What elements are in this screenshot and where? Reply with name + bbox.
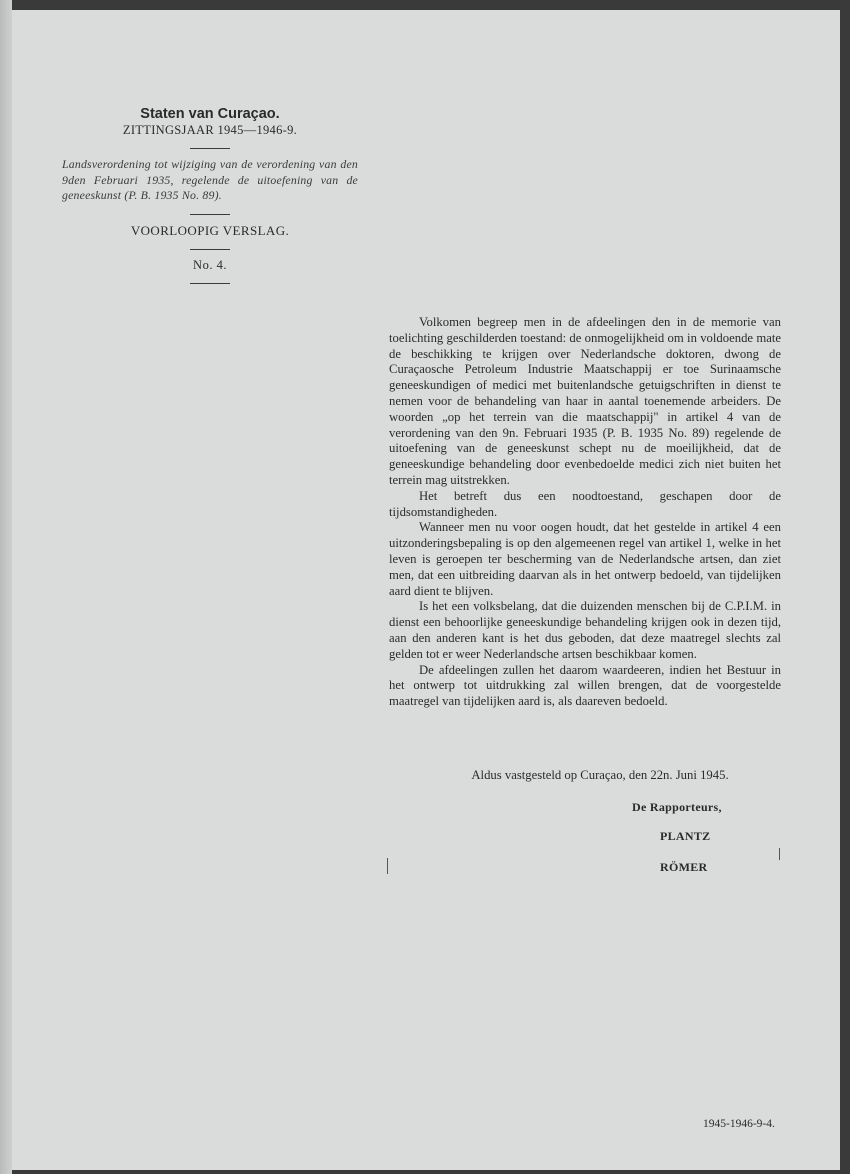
document-reference: 1945-1946-9-4. xyxy=(703,1118,775,1130)
paragraph: Volkomen begreep men in de afdeelingen den in de memorie van toelichting geschilderden toestand: de onmogelijkheid om in voldoende mate de beschikking te krijgen over Nederlandsche doktoren, dwong de Curaçaosche Petroleum Industrie Maatschappij er toe Surinaamsche geneeskundigen of medici met buitenlandsche getuigschriften in dienst te nemen voor de behandeling van haar in aantal toenemende arbeiders. De woorden „op het terrein van die maatschappij" in artikel 4 van de verordening van den 9n. Februari 1935 (P. B. 1935 No. 89) regelende de uitoefening van de geneeskunst schept nu de moeilijkheid, dat de geneeskundige behandeling door evenbedoelde medici zich niet buiten het terrein mag uitstrekken. xyxy=(389,315,781,487)
margin-mark xyxy=(779,848,780,860)
divider xyxy=(190,148,230,149)
report-body xyxy=(389,315,781,710)
signatory-romer: RÖMER xyxy=(660,860,708,874)
page-title: Staten van Curaçao. xyxy=(140,106,280,122)
document-header xyxy=(60,103,360,292)
paragraph: Wanneer men nu voor oogen houdt, dat het gestelde in artikel 4 een uitzonderingsbepaling is op den algemeenen regel van artikel 1, welke in het leven is geroepen ter bescherming van de Nederlandsche artsen, dan ziet men, dat een uitbreiding daarvan als in het ontwerp bedoeld, van tijdelijken aard dient te blijven. xyxy=(389,520,781,598)
signatory-plantz: PLANTZ xyxy=(660,829,711,843)
divider xyxy=(190,249,230,250)
date-line: Aldus vastgesteld op Curaçao, den 22n. Juni 1945. xyxy=(471,768,729,782)
scan-left-edge xyxy=(0,0,12,1174)
bill-subject: Landsverordening tot wijziging van de verordening van den 9den Februari 1935, regelende de uitoefening van de geneeskunst (P. B. 1935 No. 89). xyxy=(62,157,358,202)
paragraph: Is het een volksbelang, dat die duizenden menschen bij de C.P.I.M. in dienst een behoorlijke geneeskundige behandeling krijgen ook in dezen tijd, aan den anderen kant is het dus geboden, dat deze maatregel slechts zal gelden tot er weer Nederlandsche artsen beschikbaar komen. xyxy=(389,599,781,661)
divider xyxy=(190,214,230,215)
document-number: No. 4. xyxy=(193,257,227,272)
report-type: VOORLOOPIG VERSLAG. xyxy=(130,222,290,238)
closing-block xyxy=(389,768,781,783)
divider xyxy=(190,283,230,284)
paragraph: De afdeelingen zullen het daarom waardeeren, indien het Bestuur in het ontwerp tot uitdrukking zal willen brengen, dat de voorgestelde maatregel van tijdelijken aard is, als daareven bedoeld. xyxy=(389,662,781,709)
session-year: ZITTINGSJAAR 1945—1946-9. xyxy=(122,123,298,137)
rapporteurs-label: De Rapporteurs, xyxy=(632,800,722,814)
paragraph: Het betreft dus een noodtoestand, geschapen door de tijdsomstandigheden. xyxy=(389,488,781,519)
margin-mark xyxy=(387,858,388,874)
